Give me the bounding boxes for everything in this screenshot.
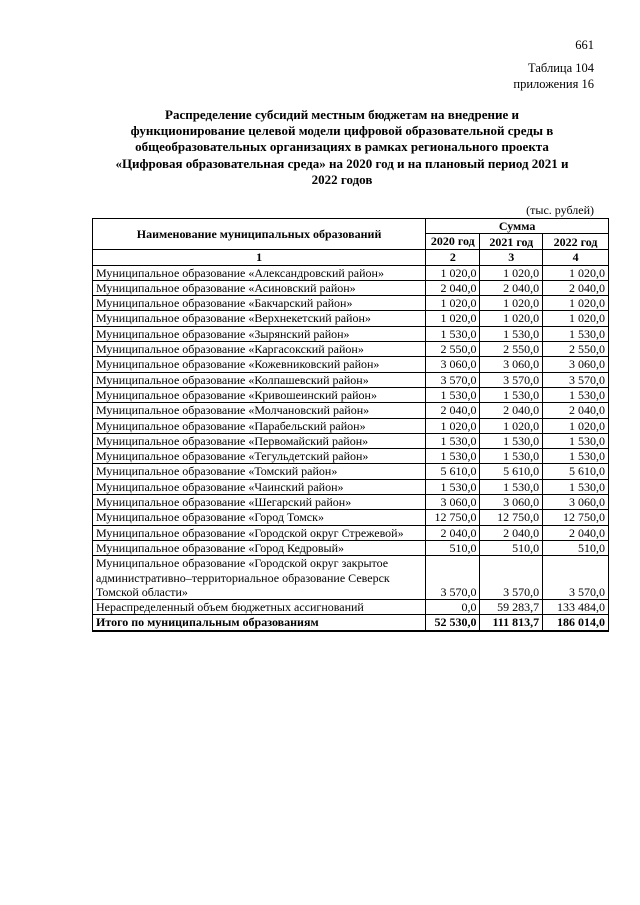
table-row xyxy=(93,540,609,555)
municipality-name: Муниципальное образование «Чаинский район» xyxy=(93,479,426,494)
value-2020: 1 020,0 xyxy=(426,296,480,311)
municipality-name: Муниципальное образование «Александровский район» xyxy=(93,265,426,280)
value-2022: 5 610,0 xyxy=(543,464,609,479)
value-2020: 0,0 xyxy=(426,600,480,615)
value-2020: 510,0 xyxy=(426,540,480,555)
table-reference xyxy=(513,60,594,92)
value-2021: 1 530,0 xyxy=(480,387,543,402)
table-row xyxy=(93,326,609,341)
value-2020: 2 040,0 xyxy=(426,403,480,418)
value-2020: 2 550,0 xyxy=(426,342,480,357)
value-2022: 2 040,0 xyxy=(543,403,609,418)
total-2020: 52 530,0 xyxy=(426,615,480,631)
table-row xyxy=(93,372,609,387)
header-name: Наименование муниципальных образований xyxy=(93,219,426,250)
table-row xyxy=(93,296,609,311)
municipality-name: Муниципальное образование «Молчановский район» xyxy=(93,403,426,418)
value-2020: 12 750,0 xyxy=(426,510,480,525)
table-row xyxy=(93,600,609,615)
value-2021: 1 530,0 xyxy=(480,433,543,448)
table-row xyxy=(93,311,609,326)
value-2022: 2 550,0 xyxy=(543,342,609,357)
table-row xyxy=(93,418,609,433)
table-row xyxy=(93,449,609,464)
title-line: общеобразовательных организациях в рамках регионального проекта xyxy=(135,139,549,155)
value-2021: 1 530,0 xyxy=(480,479,543,494)
header-row xyxy=(93,219,609,234)
value-2021: 2 040,0 xyxy=(480,525,543,540)
value-2020: 2 040,0 xyxy=(426,525,480,540)
table-row xyxy=(93,495,609,510)
value-2022: 1 530,0 xyxy=(543,433,609,448)
value-2020: 3 570,0 xyxy=(426,372,480,387)
value-2022: 3 570,0 xyxy=(543,556,609,600)
value-2021: 3 060,0 xyxy=(480,357,543,372)
value-2022: 12 750,0 xyxy=(543,510,609,525)
municipality-name: Муниципальное образование «Зырянский район» xyxy=(93,326,426,341)
municipality-name: Нераспределенный объем бюджетных ассигнований xyxy=(93,600,426,615)
municipality-name: Муниципальное образование «Каргасокский район» xyxy=(93,342,426,357)
title-line: «Цифровая образовательная среда» на 2020 год и на плановый период 2021 и xyxy=(115,155,569,171)
value-2021: 2 040,0 xyxy=(480,280,543,295)
total-2021: 111 813,7 xyxy=(480,615,543,631)
value-2022: 3 060,0 xyxy=(543,495,609,510)
value-2020: 3 060,0 xyxy=(426,357,480,372)
value-2020: 1 020,0 xyxy=(426,265,480,280)
value-2022: 3 060,0 xyxy=(543,357,609,372)
value-2022: 1 530,0 xyxy=(543,479,609,494)
value-2022: 510,0 xyxy=(543,540,609,555)
value-2021: 1 020,0 xyxy=(480,296,543,311)
value-2021: 2 550,0 xyxy=(480,342,543,357)
municipality-name: Муниципальное образование «Асиновский район» xyxy=(93,280,426,295)
table-row xyxy=(93,556,609,600)
value-2022: 1 020,0 xyxy=(543,296,609,311)
municipality-name: Муниципальное образование «Кожевниковский район» xyxy=(93,357,426,372)
table-row xyxy=(93,403,609,418)
table-row xyxy=(93,464,609,479)
value-2020: 3 570,0 xyxy=(426,556,480,600)
value-2021: 3 060,0 xyxy=(480,495,543,510)
value-2020: 1 530,0 xyxy=(426,326,480,341)
municipality-name: Муниципальное образование «Шегарский район» xyxy=(93,495,426,510)
title-line: функционирование целевой модели цифровой образовательной среды в xyxy=(130,123,554,139)
document-title xyxy=(92,107,592,188)
total-label: Итого по муниципальным образованиям xyxy=(93,615,426,631)
table-row xyxy=(93,525,609,540)
value-2020: 2 040,0 xyxy=(426,280,480,295)
value-2021: 5 610,0 xyxy=(480,464,543,479)
value-2020: 5 610,0 xyxy=(426,464,480,479)
header-2020: 2020 год xyxy=(426,234,480,250)
value-2022: 1 020,0 xyxy=(543,265,609,280)
value-2022: 3 570,0 xyxy=(543,372,609,387)
index-cell: 4 xyxy=(543,250,609,265)
subsidy-table xyxy=(92,218,609,632)
municipality-name: Муниципальное образование «Бакчарский район» xyxy=(93,296,426,311)
value-2021: 3 570,0 xyxy=(480,556,543,600)
value-2020: 1 020,0 xyxy=(426,311,480,326)
header-2022: 2022 год xyxy=(543,234,609,250)
value-2021: 59 283,7 xyxy=(480,600,543,615)
value-2020: 1 530,0 xyxy=(426,449,480,464)
table-row xyxy=(93,280,609,295)
value-2022: 1 530,0 xyxy=(543,449,609,464)
value-2020: 3 060,0 xyxy=(426,495,480,510)
title-line: Распределение субсидий местным бюджетам на внедрение и xyxy=(165,107,519,122)
municipality-name: Муниципальное образование «Городской округ Стрежевой» xyxy=(93,525,426,540)
value-2020: 1 530,0 xyxy=(426,433,480,448)
table-row xyxy=(93,387,609,402)
value-2021: 3 570,0 xyxy=(480,372,543,387)
value-2020: 1 530,0 xyxy=(426,387,480,402)
value-2020: 1 020,0 xyxy=(426,418,480,433)
value-2021: 12 750,0 xyxy=(480,510,543,525)
municipality-name: Муниципальное образование «Город Томск» xyxy=(93,510,426,525)
total-row xyxy=(93,615,609,631)
value-2022: 1 020,0 xyxy=(543,311,609,326)
total-2022: 186 014,0 xyxy=(543,615,609,631)
table-row xyxy=(93,479,609,494)
value-2021: 2 040,0 xyxy=(480,403,543,418)
value-2022: 1 020,0 xyxy=(543,418,609,433)
municipality-name: Муниципальное образование «Верхнекетский район» xyxy=(93,311,426,326)
page-number: 661 xyxy=(575,38,594,52)
index-cell: 2 xyxy=(426,250,480,265)
value-2021: 1 530,0 xyxy=(480,326,543,341)
value-2022: 2 040,0 xyxy=(543,525,609,540)
value-2022: 2 040,0 xyxy=(543,280,609,295)
index-cell: 3 xyxy=(480,250,543,265)
value-2020: 1 530,0 xyxy=(426,479,480,494)
municipality-name: Муниципальное образование «Город Кедровый» xyxy=(93,540,426,555)
header-2021: 2021 год xyxy=(480,234,543,250)
header-sum: Сумма xyxy=(426,219,609,234)
value-2021: 1 020,0 xyxy=(480,418,543,433)
value-2021: 1 020,0 xyxy=(480,311,543,326)
value-2022: 1 530,0 xyxy=(543,326,609,341)
municipality-name: Муниципальное образование «Тегульдетский район» xyxy=(93,449,426,464)
index-row xyxy=(93,250,609,265)
municipality-name: Муниципальное образование «Городской округ закрытое административно–территориальное образование Северск Томской области» xyxy=(93,556,426,600)
municipality-name: Муниципальное образование «Парабельский район» xyxy=(93,418,426,433)
value-2022: 1 530,0 xyxy=(543,387,609,402)
value-2022: 133 484,0 xyxy=(543,600,609,615)
table-row xyxy=(93,265,609,280)
table-row xyxy=(93,510,609,525)
title-line: 2022 годов xyxy=(311,171,373,187)
table-row xyxy=(93,342,609,357)
municipality-name: Муниципальное образование «Томский район» xyxy=(93,464,426,479)
municipality-name: Муниципальное образование «Кривошеинский район» xyxy=(93,387,426,402)
value-2021: 1 020,0 xyxy=(480,265,543,280)
table-ref-line2: приложения 16 xyxy=(513,77,594,91)
municipality-name: Муниципальное образование «Колпашевский район» xyxy=(93,372,426,387)
municipality-name: Муниципальное образование «Первомайский район» xyxy=(93,433,426,448)
value-2021: 1 530,0 xyxy=(480,449,543,464)
value-2021: 510,0 xyxy=(480,540,543,555)
table-row xyxy=(93,357,609,372)
table-row xyxy=(93,433,609,448)
unit-note: (тыс. рублей) xyxy=(526,203,594,217)
index-cell: 1 xyxy=(93,250,426,265)
table-ref-line1: Таблица 104 xyxy=(528,61,594,75)
